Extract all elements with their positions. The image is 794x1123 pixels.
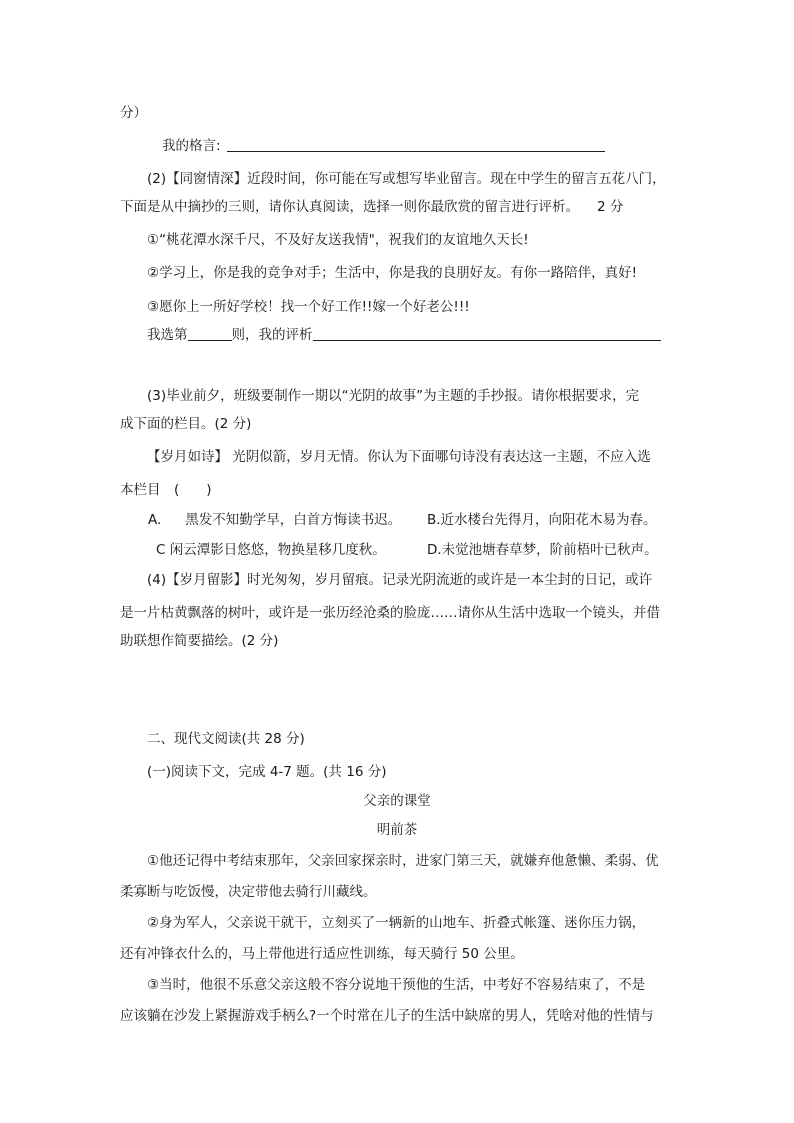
- motto-label: 我的格言:: [162, 138, 221, 154]
- option-c: C 闲云潭影日悠悠，物换星移几度秋。: [156, 542, 386, 558]
- q4-line1: (4)【岁月留影】时光匆匆，岁月留痕。记录光阴流逝的或许是一本尘封的日记，或许: [147, 572, 653, 588]
- q2-score: 2 分: [597, 199, 624, 215]
- message-1: ①“桃花潭水深千尺，不及好友送我情"，祝我们的友谊地久天长!: [147, 232, 529, 248]
- para-1-line2: 柔寡断与吃饭慢，决定带他去骑行川藏线。: [120, 884, 377, 900]
- q2-line1: (2)【同窗情深】近段时间，你可能在写或想写毕业留言。现在中学生的留言五花八门，: [147, 171, 666, 187]
- article-author: 明前茶: [376, 822, 418, 838]
- para-3-line1: ③当时，他很不乐意父亲这般不容分说地干预他的生活，中考好不容易结束了，不是: [147, 977, 646, 993]
- q2-line2-text: 下面是从中摘抄的三则，请你认真阅读，选择一则你最欣赏的留言进行评析。: [120, 199, 579, 215]
- option-a-key: A.: [148, 512, 162, 528]
- q3-line3: 【岁月如诗】 光阴似箭，岁月无情。你认为下面哪句诗没有表达这一主题，不应入选: [147, 449, 651, 465]
- message-3: ③愿你上一所好学校！找一个好工作!!嫁一个好老公!!!: [147, 299, 470, 315]
- option-a: [148, 511, 401, 529]
- section-heading: 二、现代文阅读(共 28 分): [147, 731, 305, 747]
- para-3-line2: 应该躺在沙发上紧握游戏手柄么?一个时常在儿子的生活中缺席的男人，凭啥对他的性情与: [120, 1008, 654, 1024]
- option-b: B.近水楼台先得月，向阳花木易为春。: [427, 512, 657, 528]
- option-a-text: 黑发不知勤学早，白首方悔读书迟。: [185, 512, 402, 528]
- comment-label: 则，我的评析: [231, 327, 313, 343]
- article-title: 父亲的课堂: [363, 793, 431, 809]
- message-2: ②学习上，你是我的竞争对手；生活中，你是我的良朋好友。有你一路陪伴，真好!: [147, 265, 638, 281]
- q2-answer-line: [147, 326, 661, 344]
- prev-question-tail: 分）: [120, 105, 147, 121]
- comment-blank[interactable]: [313, 326, 661, 341]
- q3-line1: (3)毕业前夕，班级要制作一期以“光阴的故事”为主题的手抄报。请你根据要求，完: [147, 388, 640, 404]
- section-subheading: (一)阅读下文，完成 4-7 题。(共 16 分): [147, 764, 387, 780]
- q3-line2: 成下面的栏目。(2 分): [120, 416, 252, 432]
- para-2-line1: ②身为军人，父亲说干就干，立刻买了一辆新的山地车、折叠式帐篷、迷你压力锅，: [147, 915, 646, 931]
- q2-line2: [120, 198, 623, 216]
- choice-blank[interactable]: [188, 326, 232, 341]
- motto-answer-blank[interactable]: [227, 137, 605, 152]
- para-1-line1: ①他还记得中考结束那年，父亲回家探亲时，进家门第三天，就嫌弃他惫懒、柔弱、优: [147, 853, 659, 869]
- q4-line2: 是一片枯黄飘落的树叶，或许是一张历经沧桑的脸庞……请你从生活中选取一个镜头，并借: [120, 605, 660, 621]
- q3-line4: 本栏目 ( ): [120, 482, 212, 498]
- option-d: D.未觉池塘春草梦，阶前梧叶已秋声。: [427, 542, 658, 558]
- q4-line3: 助联想作简要描绘。(2 分): [120, 633, 279, 649]
- para-2-line2: 还有冲锋衣什么的，马上带他进行适应性训练，每天骑行 50 公里。: [120, 946, 524, 962]
- choose-label: 我选第: [147, 327, 188, 343]
- motto-line: [162, 137, 605, 155]
